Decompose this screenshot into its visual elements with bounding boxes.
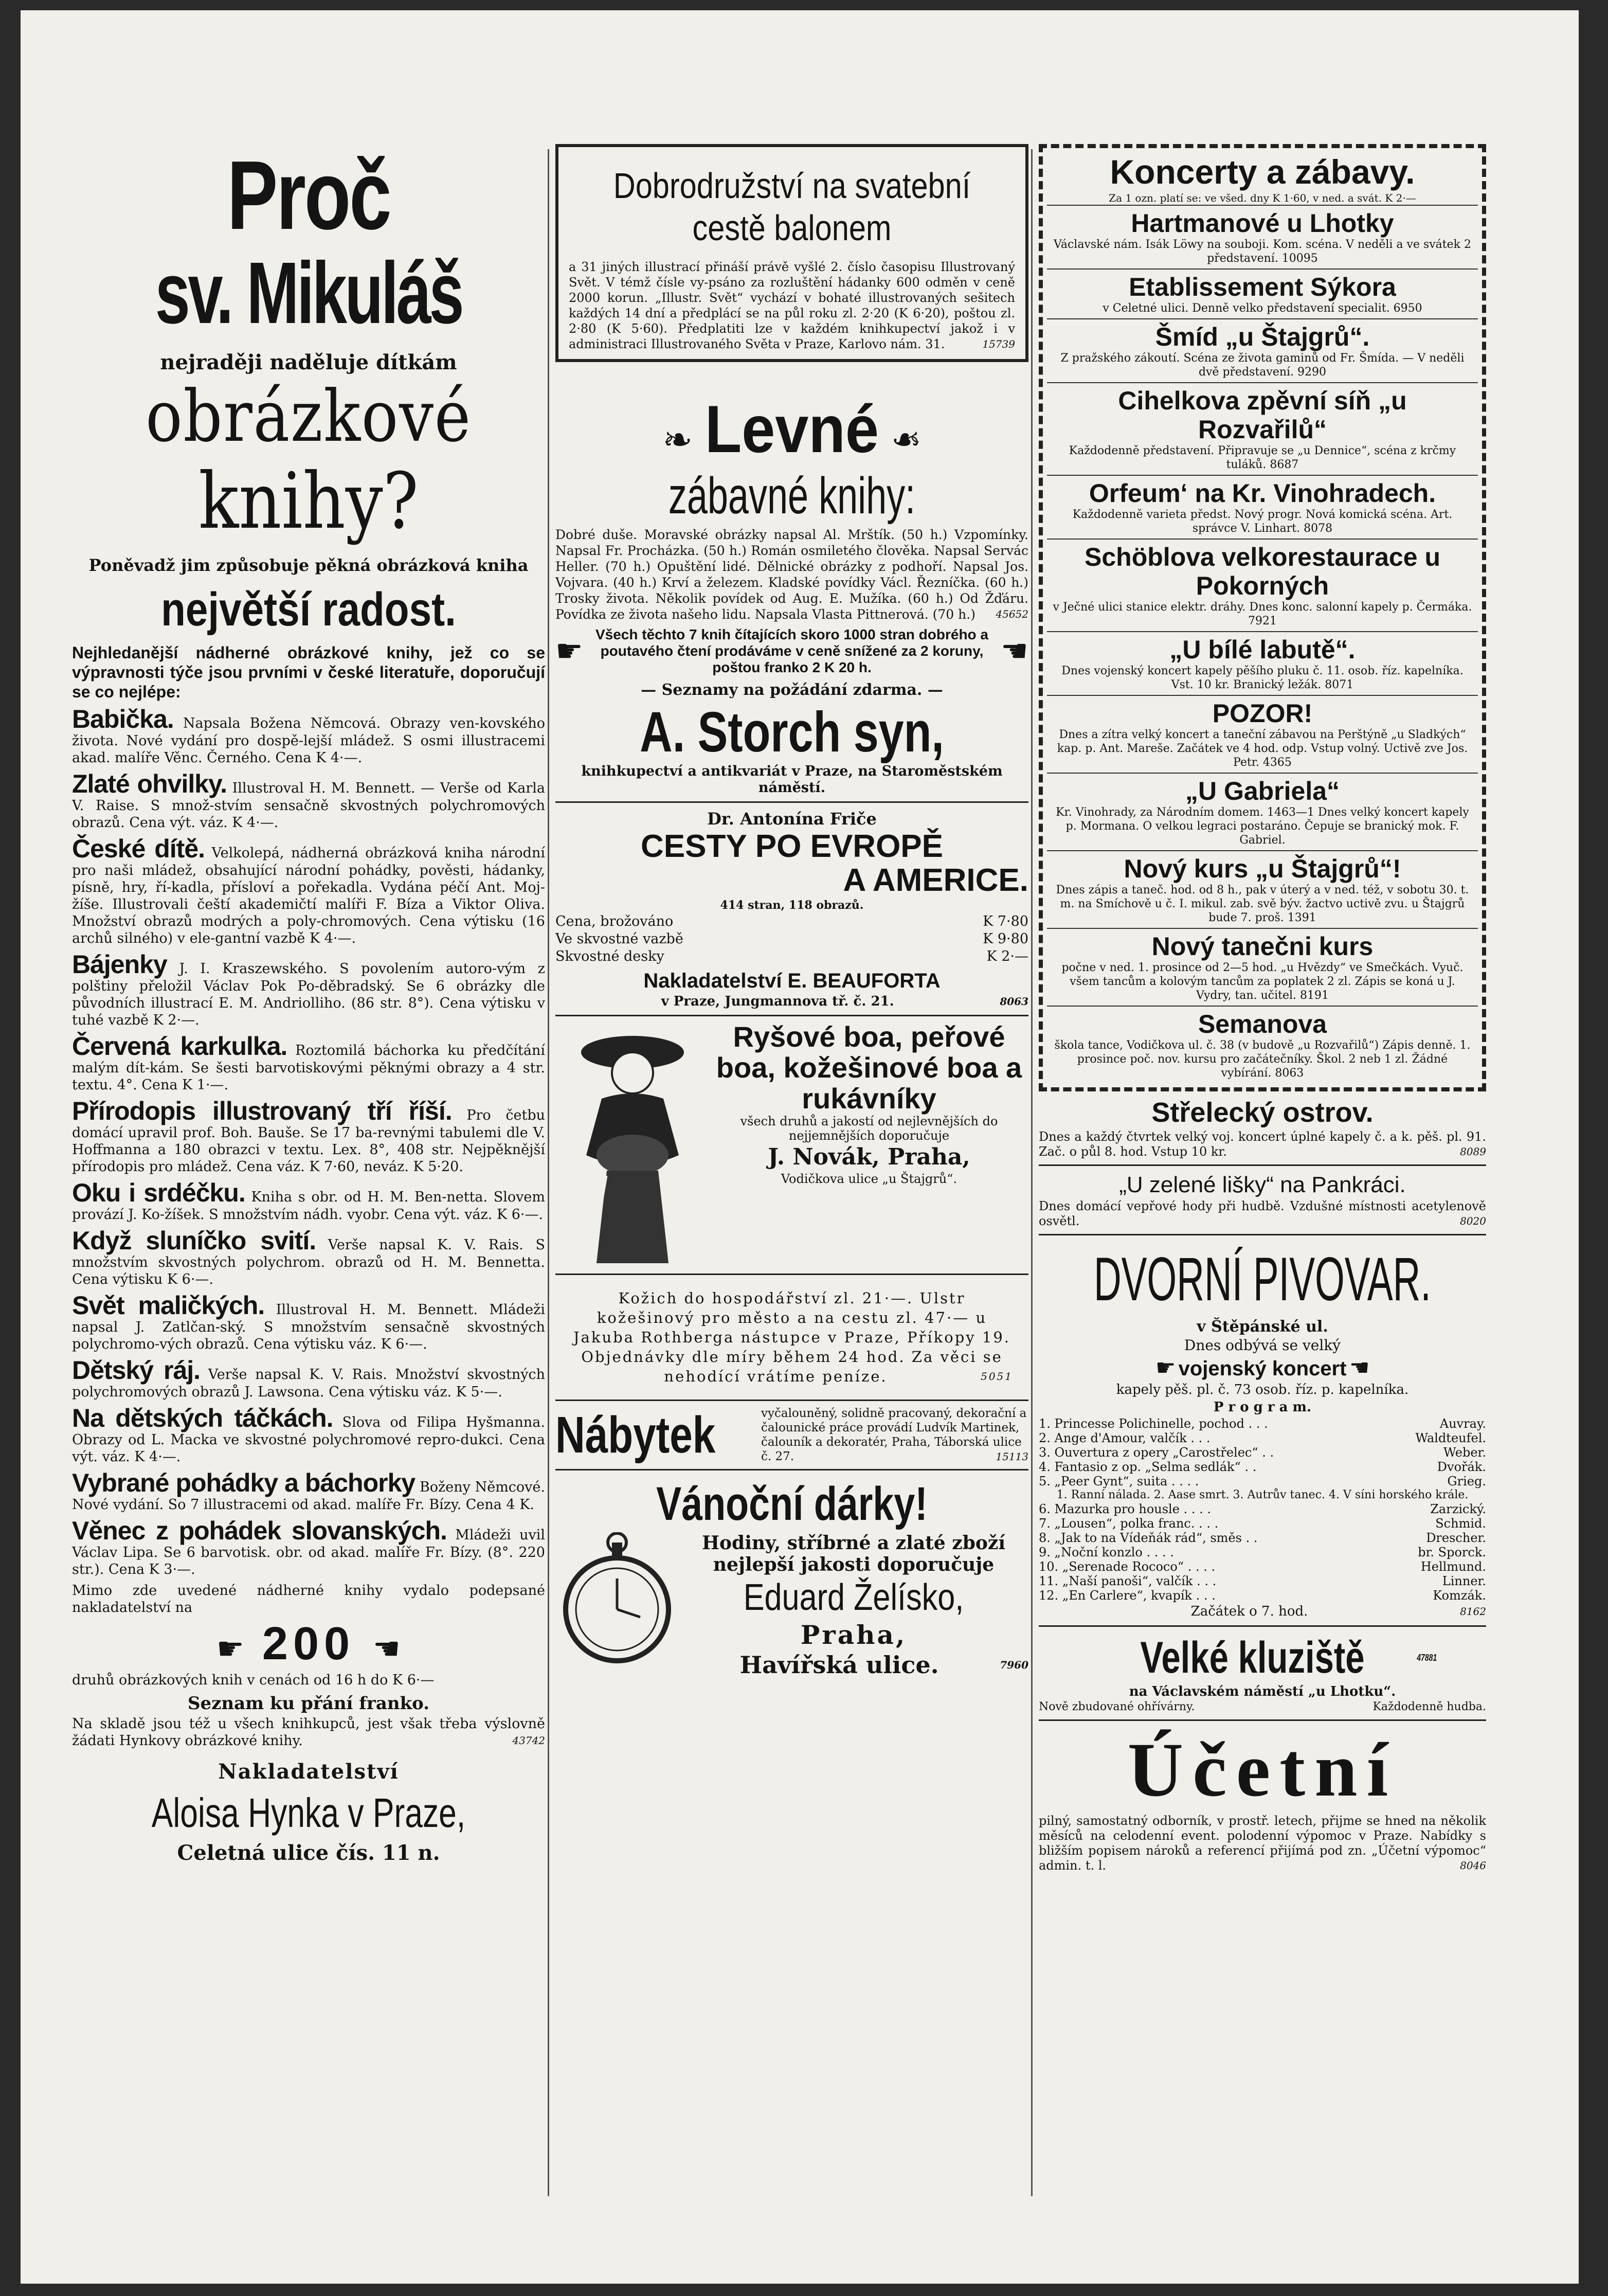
kozich-ad: Kožich do hospodářství zl. 21·—. Ulstr kožešinový pro město a na cestu zl. 47·— u Jakuba Rothberga nástupce v Praze, Příkopy 19. Objednávky dle míry během 24 hod. Za věci se nehodící vrátíme peníze. 5051: [573, 1289, 1013, 1385]
zelisko-praha: Praha,: [800, 1620, 907, 1650]
program-row: 11. „Naší panoši“, valčík . . . Linner.: [1039, 1574, 1486, 1588]
ad-word-obrazkove: obrázkové: [146, 375, 472, 458]
program-row: 5. „Peer Gynt“, suita . . . . Grieg.: [1039, 1474, 1486, 1488]
program-label: P r o g r a m.: [1213, 1400, 1312, 1415]
book-entry: Oku i srdéčku. Kniha s obr. od H. M. Ben-netta. Slovem provází J. Ko-žíšek. S množstvím nádh. vyobr. Cena výt. váz. K 6·—.: [72, 1178, 545, 1223]
levne-header: [555, 393, 1028, 465]
program-row: 12. „En Carlere“, kvapík . . . Komzák.: [1039, 1588, 1486, 1603]
liska-title: „U zelené lišky“ na Pankráci.: [1119, 1172, 1406, 1197]
vanocni-title: Vánoční dárky!: [656, 1478, 928, 1530]
ad-publisher-name: Aloisa Hynka v Praze,: [151, 1790, 466, 1836]
book-entry: Když sluníčko svití. Verše napsal K. V. Rais. S množstvím skvostných polychrom. obrazů od H. M. Bennetta. Cena výtisku K 6·—.: [72, 1226, 546, 1287]
divider: [1039, 1625, 1486, 1627]
ad-outro: Mimo zde uvedené nádherné knihy vydalo podepsané nakladatelství na: [72, 1583, 545, 1616]
zelisko-ad: [555, 1532, 1028, 1679]
storch-title: A. Storch syn,: [640, 701, 944, 764]
book-entry: Červená karkulka. Roztomilá báchorka ku předčítání malým dít-kám. Se šesti barvotiskovými pěknými obrazy a 4 str. textu. 4°. Cena K 1·—.: [72, 1032, 545, 1093]
nabytek-text: vyčalouněný, solidně pracovaný, dekorační a čalounické práce provádí Ludvík Martinek, čalouník a dekoratér, Praha, Táborská ulice č. 27. 15113: [761, 1407, 1028, 1463]
divider: [555, 1015, 1028, 1016]
pointing-hand-icon: ☛: [216, 1631, 244, 1667]
program-row: 9. „Noční konzlo . . . . br. Sporck.: [1039, 1545, 1486, 1559]
pointing-hand-icon: ☛: [1155, 1355, 1176, 1381]
illustrovany-svet-ad: [555, 144, 1028, 362]
book-entry: Zlaté ohvilky. Illustroval H. M. Bennett. — Verše od Karla V. Raise. S množ-stvím sensačně skvostných polychromových obrazů. Cena výt. váz. K 4·—.: [72, 769, 545, 831]
cesty-sub: 414 stran, 118 obrazů.: [720, 899, 864, 912]
divider: [555, 1400, 1028, 1401]
concert-entry: Nový kurs „u Štajgrů“! Dnes zápis a taneč. hod. od 8 h., pak v úterý a v ned. též, v sobotu 30. t. m. na Smíchově u č. I. mikul. zab. svě býv. žactvo uctivě zvu. u Štajgrů bude 7. proš. 1391: [1047, 851, 1478, 929]
big-200: 200: [262, 1618, 355, 1670]
program-row: 7. „Lousen“, polka franc. . . . Schmid.: [1039, 1516, 1486, 1531]
ad-address: Celetná ulice čís. 11 n.: [177, 1841, 440, 1865]
svet-text: a 31 jiných illustrací přináší právě vyšlé 2. číslo časopisu Illustrovaný Svět. V témž čísle vy-psáno za rozluštění hádanky 600 odměn v ceně 2000 korun. „Illustr. Svět“ vychází v bohaté illustrovaných sešitech každých 14 dní a předplácí se na půl roku zl. 2·20 (K 6·20), poštou zl. 2·80 (K 5·60). Předplatiti lze v každém knihkupectví jakož i v administraci Illustrovaného Světa v Praze, Karlovo nám. 31. 15739: [569, 260, 1015, 351]
kluziste-title: Velké kluziště 47881: [1140, 1633, 1437, 1682]
column-2: [555, 144, 1028, 1679]
zacatek: Začátek o 7. hod. 8162: [1190, 1604, 1486, 1619]
concert-entry: Orfeum‘ na Kr. Vinohradech. Každodenně varieta předst. Nový progr. Nová komická scéna. Art. správce V. Linhart. 8078: [1047, 476, 1478, 540]
concert-entry: „U bílé labutě“. Dnes vojenský koncert kapely pěšího pluku č. 11. osob. říz. kapelníka. Vst. 10 kr. Branický ležák. 8071: [1047, 632, 1478, 696]
ad-stock: Na skladě jsou též u všech knihkupců, jest však třeba výslovně žádati Hynkovy obrázkové knihy. 43742: [72, 1716, 545, 1749]
program-row: 6. Mazurka pro housle . . . . Zarzický.: [1039, 1502, 1486, 1516]
column-3: [1039, 144, 1486, 1873]
seznamy: — Seznamy na požádání zdarma. —: [641, 681, 943, 699]
kluziste-sub2: Nově zbudované ohřívárny. Každodenně hudba.: [1039, 1700, 1486, 1713]
kapely: kapely pěš. pl. č. 73 osob. říz. p. kapelníka.: [1116, 1382, 1409, 1397]
ad-list: Seznam ku přání franko.: [187, 1693, 430, 1714]
nabytek-title: Nábytek: [555, 1406, 716, 1464]
boa-ad: [555, 1021, 1028, 1268]
vojensky: vojenský koncert: [1178, 1357, 1347, 1380]
price-row: Ve skvostné vazbě K 9·80: [555, 931, 1028, 947]
svet-title: Dobrodružství na svatební cestě balonem: [613, 166, 971, 248]
ad-title-mikulas: sv. Mikuláš: [155, 244, 462, 342]
program-row: 8. „Jak to na Vídeňák rád“, směs . . Drescher.: [1039, 1531, 1486, 1545]
ad-title-proc: Proč: [227, 141, 390, 250]
concert-entry: POZOR! Dnes a zítra velký koncert a taneční zábavou na Perštýně „u Sladkých“ kap. p. Ant. Mareše. Začátek ve 4 hod. odp. Vstup volný. Uctivě zve Jos. Petr. 4365: [1047, 696, 1478, 774]
knihy-list: Dobré duše. Moravské obrázky napsal Al. Mrštík. (50 h.) Vzpomínky. Napsal Fr. Procházka. (50 h.) Román osmiletého člověka. Napsal Servác Heller. (70 h.) Opuštění lidé. Dělnické obrázky z podhoří. Napsal Jos. Vojvara. (40 h.) Krví a železem. Kladské povídky Václ. Řezníčka. (60 h.) Trosky života. Několik povídek od Aug. E. Mužíka. (60 h.) Od Žďáru. Povídka ze života našeho lidu. Napsala Vlasta Pittnerová. (70 h.) 45652: [555, 527, 1028, 622]
divider: [1039, 1719, 1486, 1721]
program-row: 4. Fantasio z op. „Selma sedlák“ . . Dvořák.: [1039, 1460, 1486, 1474]
program-row: 3. Ouvertura z opery „Carostřelec“ . . Weber.: [1039, 1445, 1486, 1460]
strelecky-text: Dnes a každý čtvrtek velký voj. koncert úplné kapely č. a k. pěš. pl. 91. Zač. o půl 8. hod. Vstup 10 kr. 8089: [1039, 1129, 1486, 1159]
ad-outro2: druhů obrázkových knih v cenách od 16 h do K 6·—: [72, 1672, 435, 1688]
concert-entry: Šmíd „u Štajgrů“. Z pražského zákoutí. Scéna ze života gaminů od Fr. Šmída. — V neděli dvě představení. 9290: [1047, 319, 1478, 383]
pocket-watch-illustration: [555, 1532, 679, 1676]
hodiny-text: Hodiny, stříbrné a zlaté zboží nejlepší jakosti doporučuje: [702, 1532, 1005, 1575]
book-entry: Bájenky J. I. Kraszewského. S povolením autoro-vým z polštiny přeložil Václav Pok Po-děbradský. Se 6 obrázky dle původních illustrací E. M. Andriolliho. (86 str. 8°). Cena výtisku v tuhé vazbě K 2·—.: [72, 950, 545, 1028]
offer-row: [555, 626, 1028, 676]
concerts-box: [1039, 144, 1486, 1091]
zelisko-name: Eduard Želísko,: [743, 1577, 964, 1618]
concert-entry: Cihelkova zpěvní síň „u Rozvařilů“ Každodenně představení. Připravuje se „u Dennice“, scéna z krčmy tuláků. 8687: [1047, 383, 1478, 476]
zelisko-street: Havířská ulice. 7960: [739, 1651, 1028, 1679]
liska-text: Dnes domácí vepřové hody při hudbě. Vzdušné místnosti acetylenově osvětl. 8020: [1039, 1199, 1486, 1228]
ad-publisher-label: Nakladatelství: [218, 1760, 399, 1784]
stepanska: v Štěpánské ul.: [1197, 1318, 1328, 1336]
book-entry: Na dětských táčkách. Slova od Filipa Hyšmanna. Obrazy od L. Macka ve skvostné polychromové repro-dukci. Cena výt. váz. K 4·—.: [72, 1404, 545, 1465]
program-row: 1. Ranní nálada. 2. Aase smrt. 3. Autrův tanec. 4. V síni horského krále.: [1056, 1488, 1469, 1501]
woman-illustration: [555, 1021, 710, 1268]
kluziste-sub: na Václavském náměstí „u Lhotku“.: [1129, 1684, 1396, 1699]
novak: J. Novák, Praha,: [768, 1144, 970, 1170]
price-row: Cena, brožováno K 7·80: [555, 913, 1028, 929]
book-entry: Babička. Napsala Božena Němcová. Obrazy ven-kovského života. Nové vydání pro dospě-lejší mládež. S osmi illustracemi akad. malíře Věnc. Černého. Cena K 4·—.: [72, 705, 545, 766]
divider: [555, 801, 1028, 803]
dvorni-title: DVORNÍ PIVOVAR.: [1094, 1245, 1431, 1314]
book-entry: Věnec z pohádek slovanských. Mládeži uvil Václav Lipa. Se 6 barvotisk. obr. od akad. malíře Fr. Bízy. (8°. 220 str.). Cena K 3·—.: [72, 1516, 545, 1577]
levne-title: Levné: [704, 391, 879, 467]
ornament-icon: ❧: [891, 419, 922, 461]
book-entry: Vybrané pohádky a báchorky Boženy Němcové. Nové vydání. So 7 illustracemi od akad. malíře Fr. Bízy. Cena 4 K.: [72, 1468, 545, 1513]
big-200-row: [72, 1619, 545, 1669]
book-entry: Dětský ráj. Verše napsal K. V. Rais. Množství skvostných polychromových obrazů J. Lawsona. Cena výtisku váz. K 5·—.: [72, 1356, 545, 1400]
pointing-hand-icon: ☛: [1349, 1355, 1369, 1381]
vojensky-row: [1039, 1355, 1486, 1382]
cesty-title-1: CESTY PO EVROPĚ: [640, 829, 944, 864]
odbyva: Dnes odbývá se velký: [1184, 1337, 1341, 1354]
ornament-icon: ❧: [662, 419, 693, 461]
book-entry: Svět maličkých. Illustroval H. M. Bennett. Mládeži napsal J. Zatlčan-ský. S množstvím sensačně skvostných polychromo-vých obrazů. Cena výtisku váz. K 6·—.: [72, 1291, 545, 1352]
ad-joy: největší radost.: [161, 583, 456, 636]
boa-text: všech druhů a jakostí od nejlevnějších do nejjemnějších doporučuje: [740, 1114, 998, 1143]
storch-sub: knihkupectví a antikvariát v Praze, na Staroměstském náměstí.: [581, 763, 1003, 796]
program-row: 1. Princesse Polichinelle, pochod . . . Auvray.: [1039, 1416, 1486, 1431]
hynek-advert: [72, 141, 546, 1868]
nabytek-ad: [555, 1406, 1028, 1464]
offer-text: Všech těchto 7 knih čítajících skoro 1000 stran dobrého a poutavého čtení prodáváme v ceně snížené za 2 koruny, poštou franko 2 K 20 h.: [595, 626, 989, 675]
column-rule: [548, 149, 549, 2196]
divider: [555, 1469, 1028, 1470]
newspaper-page: [21, 10, 1579, 2284]
concert-entry: Semanova škola tance, Vodičkova ul. č. 38 (v budově „u Rozvařilů“) Zápis denně. 1. prosince poč. nov. kursu pro začátečníky. Škol. 2 neb 1 zl. Žádné vybírání. 8063: [1054, 1010, 1471, 1080]
column-rule: [1031, 149, 1033, 2196]
zabavne-title: zábavné knihy:: [668, 467, 916, 525]
koncerty-title: Koncerty a zábavy.: [1110, 153, 1415, 191]
concert-entry: Schöblova velkorestaurace u Pokorných v Ječné ulici stanice elektr. dráhy. Dnes konc. salonní kapely p. Čermáka. 7921: [1047, 540, 1478, 632]
concert-entry: Nový tanečni kurs počne v ned. 1. prosince od 2—5 hod. „u Hvězdy“ ve Smečkách. Vyuč. všem tancům a kolovým tancům za poplatek 2 zl. Zápis se koná u J. Vydry, tan. učitel. 8191: [1047, 929, 1478, 1007]
pointing-hand-icon: ☛: [555, 633, 583, 669]
concert-entry: „U Gabriela“ Kr. Vinohrady, za Národním domem. 1463—1 Dnes velký koncert kapely p. Mormana. O velkou legraci postaráno. Čepuje se branický mok. F. Gabriel.: [1047, 774, 1478, 851]
concert-entry: Hartmanové u Lhotky Václavské nám. Isák Löwy na souboji. Kom. scéna. V neděli a ve svátek 2 představení. 10095: [1047, 206, 1478, 270]
program-row: 10. „Serenade Rococo“ . . . . Hellmund.: [1039, 1559, 1486, 1574]
cesty-title-2: A AMERICE.: [843, 863, 1028, 898]
novak-addr: Vodičkova ulice „u Štajgrů“.: [781, 1172, 957, 1186]
beaufort-addr: v Praze, Jungmannova tř. č. 21. 8063: [661, 994, 1028, 1009]
ad-word-knihy: knihy?: [198, 457, 419, 546]
boa-title: Ryšové boa, peřové boa, kožešinové boa a rukávníky: [716, 1020, 1022, 1115]
ad-because: Poněvadž jim způsobuje pěkná obrázková kniha: [88, 555, 529, 575]
ucetni-text: pilný, samostatný odborník, v prostř. letech, přijme se hned na několik měsíců na celodenní event. polodenní výpomoc v Praze. Nabídky s bližším popisem nároků a referencí přijímá pod zn. „Účetní výpomoc“ admin. t. l. 8046: [1039, 1814, 1486, 1873]
divider: [1039, 1164, 1486, 1166]
beaufort-title: Nakladatelství E. BEAUFORTA: [643, 970, 941, 992]
ucetni-title: Účetní: [1127, 1727, 1398, 1813]
pointing-hand-icon: ☛: [373, 1631, 401, 1667]
pointing-hand-icon: ☛: [1001, 633, 1028, 669]
divider: [1039, 1234, 1486, 1235]
divider: [555, 1273, 1028, 1275]
strelecky-title: Střelecký ostrov.: [1151, 1097, 1374, 1128]
price-row: Skvostné desky K 2·—: [555, 948, 1028, 964]
koncerty-sub: Za 1 ozn. platí se: ve všed. dny K 1·60, v ned. a svát. K 2·—: [1047, 191, 1478, 206]
fric-author: Dr. Antonína Friče: [707, 809, 877, 829]
book-entry: České dítě. Velkolepá, nádherná obrázková kniha národní pro naši mládež, obsahující národní pohádky, pověsti, hádanky, písně, hry, ří-kadla, přísloví a pořekadla. Vydána péčí Ant. Moj-žíše. Illustrovali čeští akademičtí malíři F. Bíza a Viktor Oliva. Množství obrazů modrých a poly-chromových. Cena výtisku (16 archů silného) v ele-gantní vazbě K 4·—.: [72, 834, 545, 946]
ad-intro: Nejhledanější nádherné obrázkové knihy, jež co se výpravnosti týče jsou prvními v české literatuře, doporučují se co nejlépe:: [72, 643, 545, 701]
ad-subtitle: nejraději naděluje dítkám: [160, 350, 457, 374]
book-entry: Přírodopis illustrovaný tří říší. Pro četbu domácí upravil prof. Boh. Bauše. Se 17 ba-revnými tabulemi dle V. Hoffmanna a 180 obrazci v textu. Lex. 8°, 408 str. Nejpěknější přírodopis pro mládež. Cena váz. K 7·60, neváz. K 5·20.: [72, 1097, 545, 1175]
program-row: 2. Ange d'Amour, valčík . . . Waldteufel.: [1039, 1431, 1486, 1445]
concert-entry: Etablissement Sýkora v Celetné ulici. Denně velko představení specialit. 6950: [1047, 270, 1478, 319]
